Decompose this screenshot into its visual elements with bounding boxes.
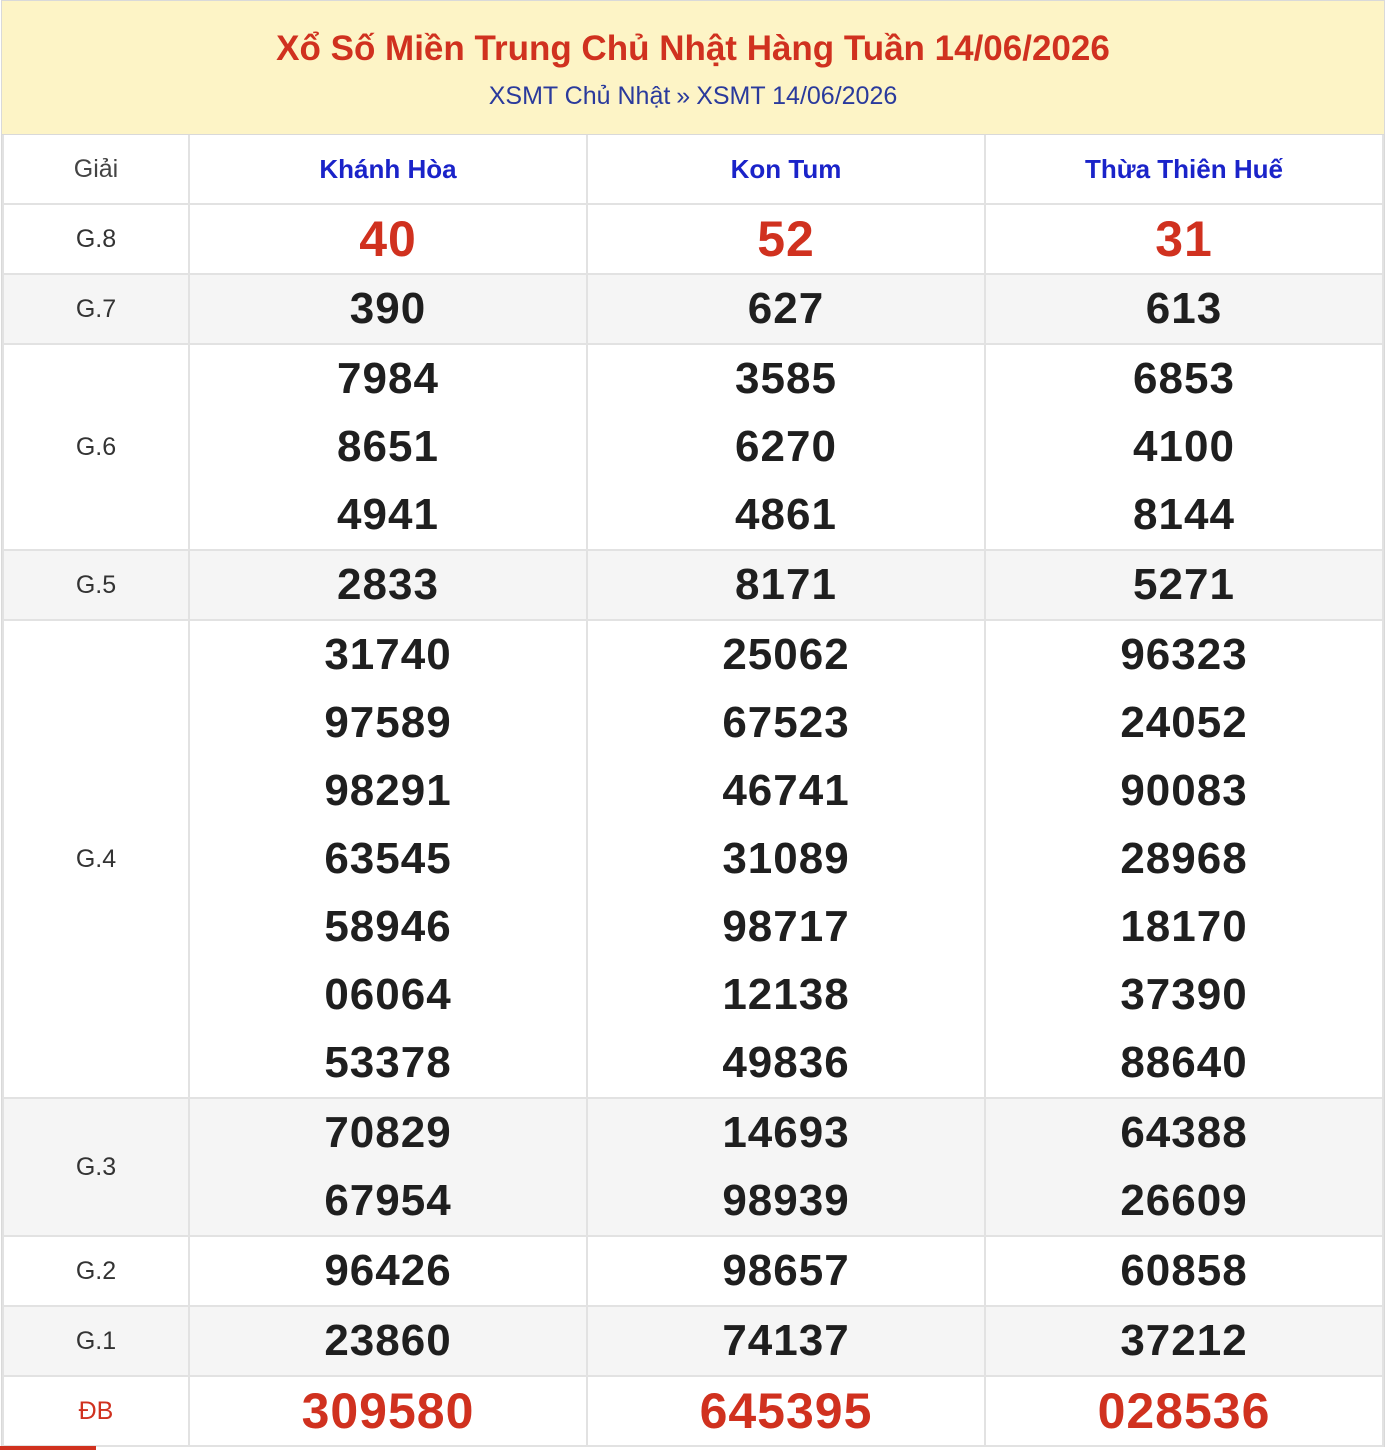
prize-cell-kon-tum (587, 1236, 985, 1306)
prize-cell-thua-thien-hue (985, 550, 1383, 620)
prize-number: 06064 (324, 970, 452, 1019)
prize-cell-khanh-hoa (189, 1376, 587, 1446)
prize-cell-khanh-hoa (189, 344, 587, 550)
prize-cell-kon-tum (587, 1306, 985, 1376)
prize-label: G.4 (3, 620, 189, 1098)
results-table (2, 135, 1384, 1447)
prize-number: 96426 (324, 1246, 452, 1295)
prize-cell-khanh-hoa (189, 274, 587, 344)
prize-cell-thua-thien-hue (985, 620, 1383, 1098)
prize-number: 98657 (722, 1246, 850, 1295)
prize-number: 60858 (1120, 1246, 1248, 1295)
prize-number: 31740 (324, 630, 452, 679)
prize-cell-thua-thien-hue (985, 1236, 1383, 1306)
prize-number: 24052 (1120, 698, 1248, 747)
breadcrumb-link-weekday[interactable]: XSMT Chủ Nhật (488, 82, 671, 110)
prize-number: 40 (359, 211, 417, 267)
prize-number: 53378 (324, 1038, 452, 1087)
prize-cell-thua-thien-hue (985, 274, 1383, 344)
prize-row (3, 274, 1383, 344)
prize-cell-kon-tum (587, 204, 985, 274)
prize-cell-kon-tum (587, 1098, 985, 1236)
breadcrumb-separator: » (676, 82, 691, 110)
prize-cell-kon-tum (587, 550, 985, 620)
prize-number: 98717 (722, 902, 850, 951)
prize-number: 613 (1145, 284, 1223, 333)
prize-number: 98939 (722, 1176, 850, 1225)
prize-number: 31 (1155, 211, 1213, 267)
prize-number: 4941 (337, 490, 439, 539)
prize-number: 88640 (1120, 1038, 1248, 1087)
prize-label: G.6 (3, 344, 189, 550)
prize-column-header: Giải (3, 135, 189, 204)
prize-number: 58946 (324, 902, 452, 951)
breadcrumb (2, 79, 1384, 113)
prize-number: 3585 (735, 354, 837, 403)
prize-cell-khanh-hoa (189, 1236, 587, 1306)
prize-number: 8144 (1133, 490, 1235, 539)
prize-number: 52 (757, 211, 815, 267)
breadcrumb-link-date[interactable]: XSMT 14/06/2026 (696, 82, 898, 110)
prize-cell-kon-tum (587, 1376, 985, 1446)
prize-number: 37212 (1120, 1316, 1248, 1365)
results-header (2, 1, 1384, 135)
prize-row (3, 204, 1383, 274)
prize-number: 390 (349, 284, 427, 333)
prize-label: G.3 (3, 1098, 189, 1236)
prize-number: 6853 (1133, 354, 1235, 403)
prize-number: 8651 (337, 422, 439, 471)
prize-cell-thua-thien-hue (985, 1098, 1383, 1236)
province-header-khanh-hoa[interactable]: Khánh Hòa (189, 135, 587, 204)
prize-number: 23860 (324, 1316, 452, 1365)
province-header-thua-thien-hue[interactable]: Thừa Thiên Huế (985, 135, 1383, 204)
prize-number: 70829 (324, 1108, 452, 1157)
prize-cell-khanh-hoa (189, 1306, 587, 1376)
prize-number: 46741 (722, 766, 850, 815)
prize-number: 90083 (1120, 766, 1248, 815)
results-panel (1, 0, 1385, 1447)
prize-cell-khanh-hoa (189, 1098, 587, 1236)
prize-number: 309580 (301, 1383, 475, 1439)
prize-cell-kon-tum (587, 620, 985, 1098)
bottom-accent-bar (0, 1446, 96, 1450)
prize-label: ĐB (3, 1376, 189, 1446)
prize-row (3, 1236, 1383, 1306)
prize-label: G.1 (3, 1306, 189, 1376)
prize-row (3, 344, 1383, 550)
prize-number: 37390 (1120, 970, 1248, 1019)
prize-label: G.2 (3, 1236, 189, 1306)
results-body (3, 204, 1383, 1446)
prize-row (3, 550, 1383, 620)
prize-cell-thua-thien-hue (985, 204, 1383, 274)
prize-number: 63545 (324, 834, 452, 883)
prize-row (3, 1376, 1383, 1446)
prize-number: 98291 (324, 766, 452, 815)
prize-row (3, 1098, 1383, 1236)
prize-number: 4861 (735, 490, 837, 539)
prize-number: 18170 (1120, 902, 1248, 951)
prize-label: G.8 (3, 204, 189, 274)
prize-number: 5271 (1133, 560, 1235, 609)
prize-number: 627 (747, 284, 825, 333)
prize-number: 28968 (1120, 834, 1248, 883)
prize-cell-thua-thien-hue (985, 1376, 1383, 1446)
prize-number: 14693 (722, 1108, 850, 1157)
prize-cell-khanh-hoa (189, 620, 587, 1098)
prize-number: 6270 (735, 422, 837, 471)
prize-cell-thua-thien-hue (985, 344, 1383, 550)
prize-number: 97589 (324, 698, 452, 747)
prize-number: 645395 (699, 1383, 873, 1439)
page-title: Xổ Số Miền Trung Chủ Nhật Hàng Tuần 14/06/2026 (276, 29, 1110, 68)
prize-row (3, 1306, 1383, 1376)
prize-row (3, 620, 1383, 1098)
prize-cell-thua-thien-hue (985, 1306, 1383, 1376)
prize-cell-kon-tum (587, 274, 985, 344)
prize-number: 2833 (337, 560, 439, 609)
prize-number: 64388 (1120, 1108, 1248, 1157)
prize-number: 8171 (735, 560, 837, 609)
prize-label: G.7 (3, 274, 189, 344)
prize-cell-kon-tum (587, 344, 985, 550)
prize-cell-khanh-hoa (189, 204, 587, 274)
prize-number: 74137 (722, 1316, 850, 1365)
province-header-kon-tum[interactable]: Kon Tum (587, 135, 985, 204)
prize-number: 26609 (1120, 1176, 1248, 1225)
prize-cell-khanh-hoa (189, 550, 587, 620)
prize-number: 4100 (1133, 422, 1235, 471)
prize-number: 028536 (1097, 1383, 1271, 1439)
prize-number: 67954 (324, 1176, 452, 1225)
prize-number: 96323 (1120, 630, 1248, 679)
prize-label: G.5 (3, 550, 189, 620)
prize-number: 49836 (722, 1038, 850, 1087)
prize-number: 25062 (722, 630, 850, 679)
prize-number: 67523 (722, 698, 850, 747)
prize-number: 12138 (722, 970, 850, 1019)
prize-number: 31089 (722, 834, 850, 883)
prize-number: 7984 (337, 354, 439, 403)
